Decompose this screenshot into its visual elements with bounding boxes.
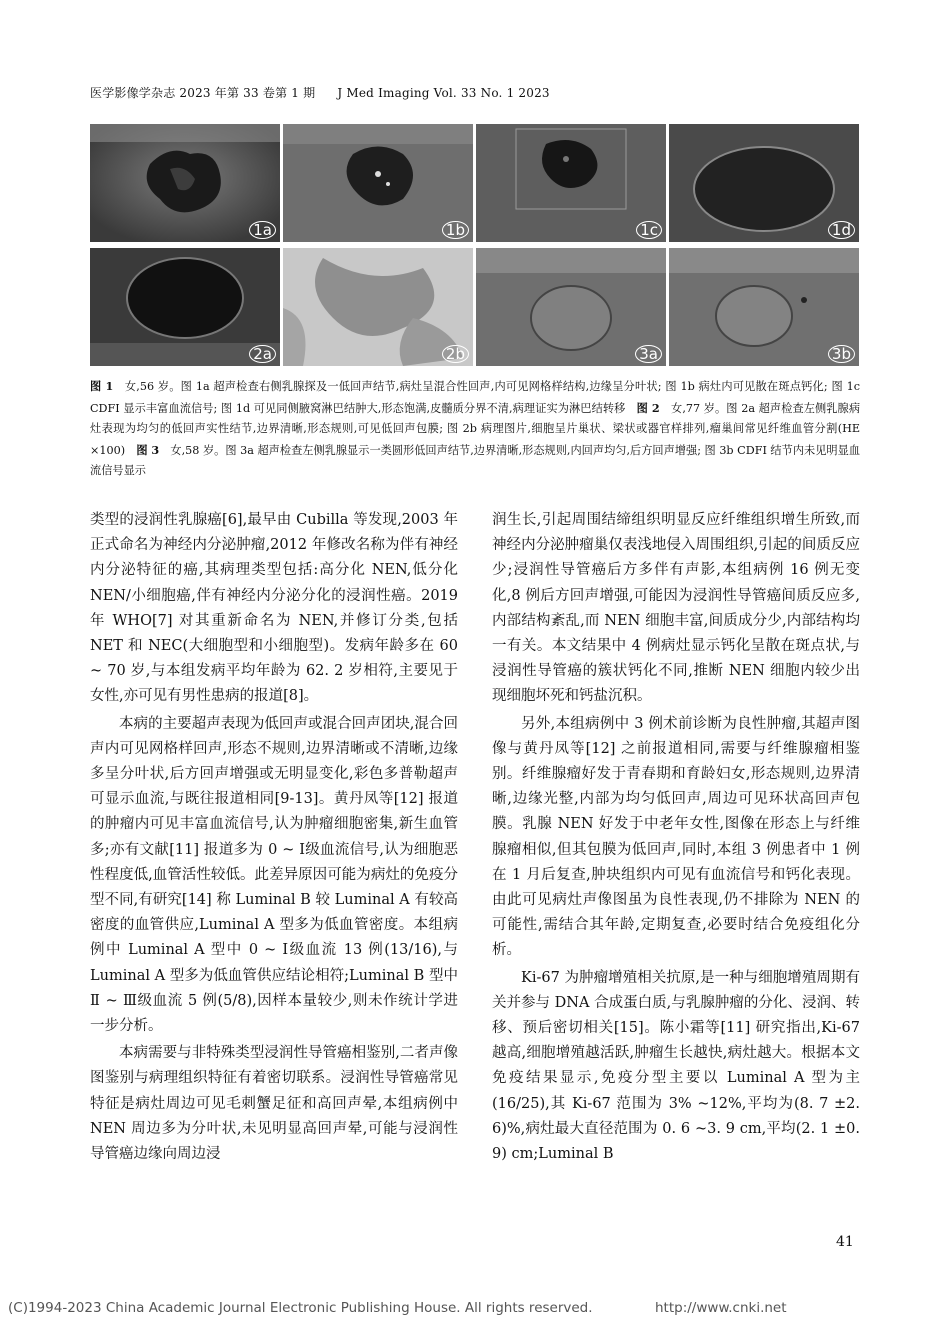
left-column: [90, 508, 458, 1167]
figure-panel-1d: [669, 124, 859, 242]
panel-label: 1b: [442, 221, 469, 239]
figure-caption: [90, 376, 860, 482]
panel-label: 1a: [249, 221, 276, 239]
figure-panel-1b: [283, 124, 473, 242]
right-column: [492, 508, 860, 1167]
figure-panel-3b: [669, 248, 859, 366]
paragraph: 类型的浸润性乳腺癌[6],最早由 Cubilla 等发现,2003 年正式命名为神经内分泌肿瘤,2012 年修改名称为伴有神经内分泌特征的癌,其病理类型包括:高分化 NEN,低分化 NEN/小细胞癌,伴有神经内分泌分化的浸润性癌。2019 年 WHO[7] 对其重新命名为 NEN,并修订分类,包括 NET 和 NEC(大细胞型和小细胞型)。发病年龄多在 60 ~ 70 岁,与本组发病平均年龄为 62. 2 岁相符,主要见于女性,亦可见有男性患病的报道[8]。: [90, 512, 458, 705]
footer-link[interactable]: http://www.cnki.net: [655, 1300, 787, 1316]
caption-label-fig2: 图 2: [636, 400, 660, 415]
paragraph: 本病需要与非特殊类型浸润性导管癌相鉴别,二者声像图鉴别与病理组织特征有着密切联系。浸润性导管癌常见特征是病灶周边可见毛刺蟹足征和高回声晕,本组病例中 NEN 周边多为分叶状,未见明显高回声晕,可能与浸润性导管癌边缘向周边浸: [90, 1045, 458, 1163]
running-header: [90, 84, 568, 101]
paragraph: 润生长,引起周围结缔组织明显反应纤维组织增生所致,而神经内分泌肿瘤巢仅表浅地侵入周围组织,引起的间质反应少;浸润性导管癌后方多伴有声影,本组病例 16 例无变化,8 例后方回声增强,可能因为浸润性导管癌间质反应多,内部结构紊乱,而 NEN 细胞丰富,间质成分少,内部结构均一有关。本文结果中 4 例病灶显示钙化呈散在斑点状,与浸润性导管癌的簇状钙化不同,推断 NEN 细胞内较少出现细胞坏死和钙盐沉积。: [492, 512, 860, 705]
figure-panel-1c: [476, 124, 666, 242]
panel-label: 2b: [442, 345, 469, 363]
copyright-footer: (C)1994-2023 China Academic Journal Electronic Publishing House. All rights reserved.: [8, 1300, 593, 1316]
caption-text-fig1: 女,56 岁。图 1a 超声检查右侧乳腺探及一低回声结节,病灶呈混合性回声,内可见网格样结构,边缘呈分叶状; 图 1b 病灶内可见散在斑点钙化; 图 1c CDFI 显示丰富血流信号; 图 1d 可见同侧腋窝淋巴结肿大,形态饱满,皮髓质分界不清,病理证实为淋巴结转移: [90, 380, 860, 415]
panel-label: 2a: [249, 345, 276, 363]
caption-label-fig1: 图 1: [90, 379, 114, 393]
panel-label: 1d: [828, 221, 855, 239]
caption-text-fig3: 女,58 岁。图 3a 超声检查左侧乳腺显示一类圆形低回声结节,边界清晰,形态规则,内回声均匀,后方回声增强; 图 3b CDFI 结节内未见明显血流信号显示: [90, 443, 861, 477]
caption-text-fig2: 女,77 岁。图 2a 超声检查左侧乳腺病灶表现为均匀的低回声实性结节,边界清晰,形态规则,可见低回声包膜; 图 2b 病理图片,细胞呈片巢状、梁状或器官样排列,瘤巢间常见纤维血管分割(HE ×100): [90, 401, 861, 457]
figure-panel-2b: [283, 248, 473, 366]
paragraph: 另外,本组病例中 3 例术前诊断为良性肿瘤,其超声图像与黄丹凤等[12] 之前报道相同,需要与纤维腺瘤相鉴别。纤维腺瘤好发于青春期和育龄妇女,形态规则,边界清晰,边缘光整,内部为均匀低回声,周边可见环状高回声包膜。乳腺 NEN 好发于中老年女性,图像在形态上与纤维腺瘤相似,但其包膜为低回声,同时,本组 3 例患者中 1 例在 1 月后复查,肿块组织内可见有血流信号和钙化表现。由此可见病灶声像图虽为良性表现,仍不排除为 NEN 的可能性,需结合其年龄,定期复查,必要时结合免疫组化分析。: [492, 715, 860, 959]
journal-title-cn: 医学影像学杂志 2023 年第 33 卷第 1 期: [90, 86, 316, 100]
figure-panel-3a: [476, 248, 666, 366]
caption-label-fig3: 图 3: [136, 442, 160, 457]
panel-label: 3a: [635, 345, 662, 363]
journal-title-en: J Med Imaging Vol. 33 No. 1 2023: [337, 86, 550, 100]
figure-grid: [90, 124, 860, 363]
paragraph: Ki-67 为肿瘤增殖相关抗原,是一种与细胞增殖周期有关并参与 DNA 合成蛋白质,与乳腺肿瘤的分化、浸润、转移、预后密切相关[15]。陈小霜等[11] 研究指出,Ki-67 越高,细胞增殖越活跃,肿瘤生长越快,病灶越大。根据本文免疫结果显示,免疫分型主要以 Luminal A 型为主(16/25),其 Ki-67 范围为 3% ~12%,平均为(8. 7 ±2. 6)%,病灶最大直径范围为 0. 6 ~3. 9 cm,平均(2. 1 ±0. 9) cm;Luminal B: [492, 969, 860, 1163]
panel-label: 3b: [828, 345, 855, 363]
panel-label: 1c: [636, 221, 662, 239]
figure-panel-1a: [90, 124, 280, 242]
paragraph: 本病的主要超声表现为低回声或混合回声团块,混合回声内可见网格样回声,形态不规则,边界清晰或不清晰,边缘多呈分叶状,后方回声增强或无明显变化,彩色多普勒超声可显示血流,与既往报道相同[9-13]。黄丹凤等[12] 报道的肿瘤内可见丰富血流信号,认为肿瘤细胞密集,新生血管多;亦有文献[11] 报道多为 0 ~ Ⅰ级血流信号,认为细胞恶性程度低,血管活性较低。此差异原因可能为病灶的免疫分型不同,有研究[14] 称 Luminal B 较 Luminal A 有较高密度的血管供应,Luminal A 型多为低血管密度。本组病例中 Luminal A 型中 0 ~ Ⅰ级血流 13 例(13/16),与 Luminal A 型多为低血管供应结论相符;Luminal B 型中Ⅱ ~ Ⅲ级血流 5 例(5/8),因样本量较少,则未作统计学进一步分析。: [90, 715, 458, 1035]
page-number: 41: [836, 1234, 854, 1250]
figure-panel-2a: [90, 248, 280, 366]
